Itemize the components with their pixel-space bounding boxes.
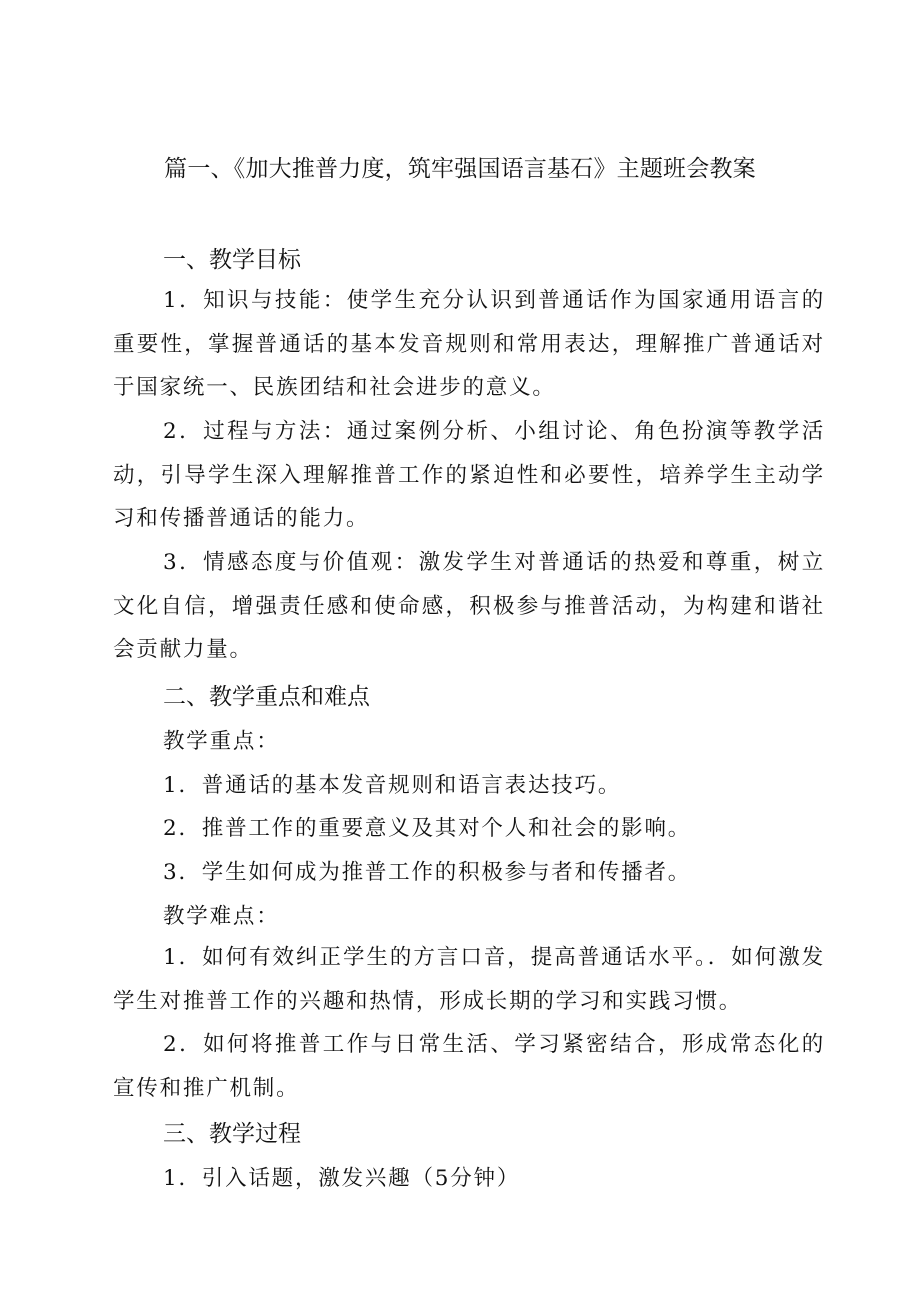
difficult-point-paragraph-1: 1．如何有效纠正学生的方言口音，提高普通话水平。．如何激发学生对推普工作的兴趣和热情，形成长期的学习和实践习惯。 bbox=[113, 945, 825, 1014]
key-point-item-1: 1．普通话的基本发音规则和语言表达技巧。 bbox=[163, 773, 622, 798]
difficult-points-label: 教学难点： bbox=[163, 904, 280, 929]
section-heading-key-and-difficult-points: 二、教学重点和难点 bbox=[163, 684, 370, 710]
objective-paragraph-3: 3．情感态度与价值观：激发学生对普通话的热爱和尊重，树立文化自信，增强责任感和使命感，积极参与推普活动，为构建和谐社会贡献力量。 bbox=[113, 550, 825, 662]
key-point-item-2: 2．推普工作的重要意义及其对个人和社会的影响。 bbox=[163, 816, 692, 841]
key-points-label: 教学重点： bbox=[163, 729, 280, 754]
document-title: 篇一、《加大推普力度，筑牢强国语言基石》主题班会教案 bbox=[164, 156, 756, 182]
difficult-point-paragraph-2: 2．如何将推普工作与日常生活、学习紧密结合，形成常态化的宣传和推广机制。 bbox=[113, 1032, 825, 1101]
key-point-item-3: 3．学生如何成为推普工作的积极参与者和传播者。 bbox=[163, 860, 692, 885]
objective-paragraph-1: 1．知识与技能：使学生充分认识到普通话作为国家通用语言的重要性，掌握普通话的基本发音规则和常用表达，理解推广普通话对于国家统一、民族团结和社会进步的意义。 bbox=[113, 288, 825, 400]
process-item-1: 1．引入话题，激发兴趣（5分钟） bbox=[163, 1166, 521, 1191]
objective-paragraph-2: 2．过程与方法：通过案例分析、小组讨论、角色扮演等教学活动，引导学生深入理解推普工作的紧迫性和必要性，培养学生主动学习和传播普通话的能力。 bbox=[113, 419, 825, 531]
section-heading-teaching-objectives: 一、教学目标 bbox=[163, 247, 301, 273]
section-heading-teaching-process: 三、教学过程 bbox=[163, 1121, 301, 1147]
